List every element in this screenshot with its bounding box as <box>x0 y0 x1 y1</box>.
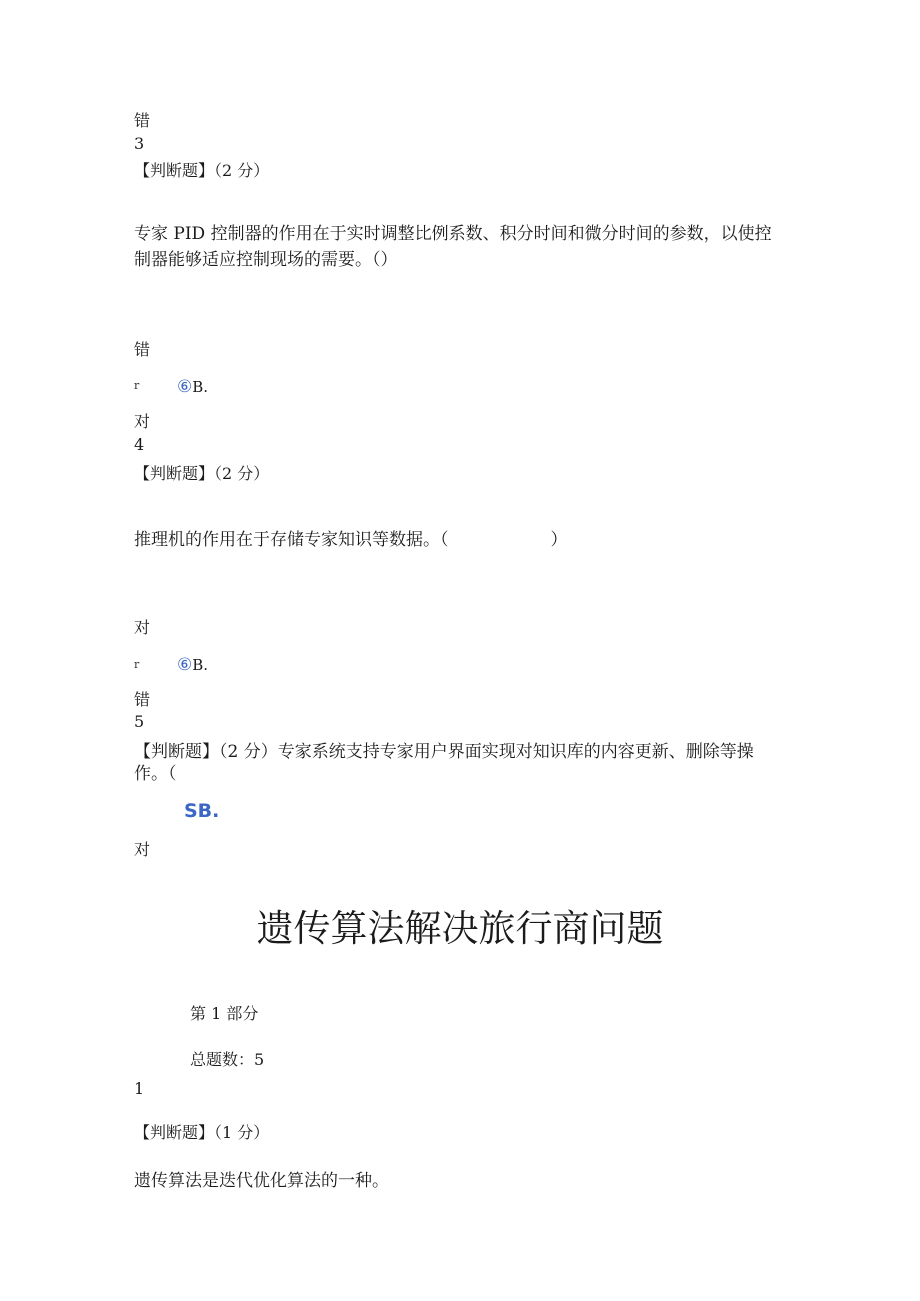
q4-number: 4 <box>134 435 145 454</box>
selected-radio-icon: ⑥ <box>177 377 193 397</box>
q5-option-b-label: 对 <box>134 840 151 859</box>
q4-option-marker: r <box>134 658 140 671</box>
q3-option-a-label[interactable]: 错 <box>134 340 151 359</box>
q3-option-b-letter: B. <box>192 378 209 396</box>
section-title: 遗传算法解决旅行商问题 <box>256 907 664 950</box>
q4-option-a-label[interactable]: 对 <box>134 618 151 637</box>
q4-header: 【判断题】（2 分） <box>134 464 270 483</box>
q5-question-text: 【判断题】（2 分）专家系统支持专家用户界面实现对知识库的内容更新、删除等操 <box>134 742 754 762</box>
q2-option-b-label: 错 <box>134 111 151 130</box>
q5-question-text-cont: 作。（ <box>134 764 177 784</box>
q3-option-b[interactable] <box>177 376 208 398</box>
s-q1-question-text: 遗传算法是迭代优化算法的一种。 <box>134 1171 389 1191</box>
q3-option-marker: r <box>134 379 140 392</box>
q4-option-b-letter: B. <box>192 656 209 674</box>
q5-number: 5 <box>134 712 145 731</box>
q5-selected-option[interactable]: SB. <box>184 800 220 822</box>
q3-header: 【判断题】（2 分） <box>134 161 270 180</box>
section-total: 总题数：5 <box>190 1050 265 1069</box>
s-q1-number: 1 <box>134 1079 145 1098</box>
selected-radio-icon: ⑥ <box>177 655 193 675</box>
q4-option-b-label: 错 <box>134 690 151 709</box>
q3-number: 3 <box>134 134 145 153</box>
q4-question-text: 推理机的作用在于存储专家知识等数据。（ ） <box>134 530 568 550</box>
q3-question-text: 专家 PID 控制器的作用在于实时调整比例系数、积分时间和微分时间的参数，以使控制器能够适应控制现场的需要。（） <box>134 224 772 270</box>
q4-option-b[interactable] <box>177 654 208 676</box>
s-q1-header: 【判断题】（1 分） <box>134 1123 270 1142</box>
section-part: 第 1 部分 <box>190 1004 259 1023</box>
q3-option-b-label: 对 <box>134 412 151 431</box>
